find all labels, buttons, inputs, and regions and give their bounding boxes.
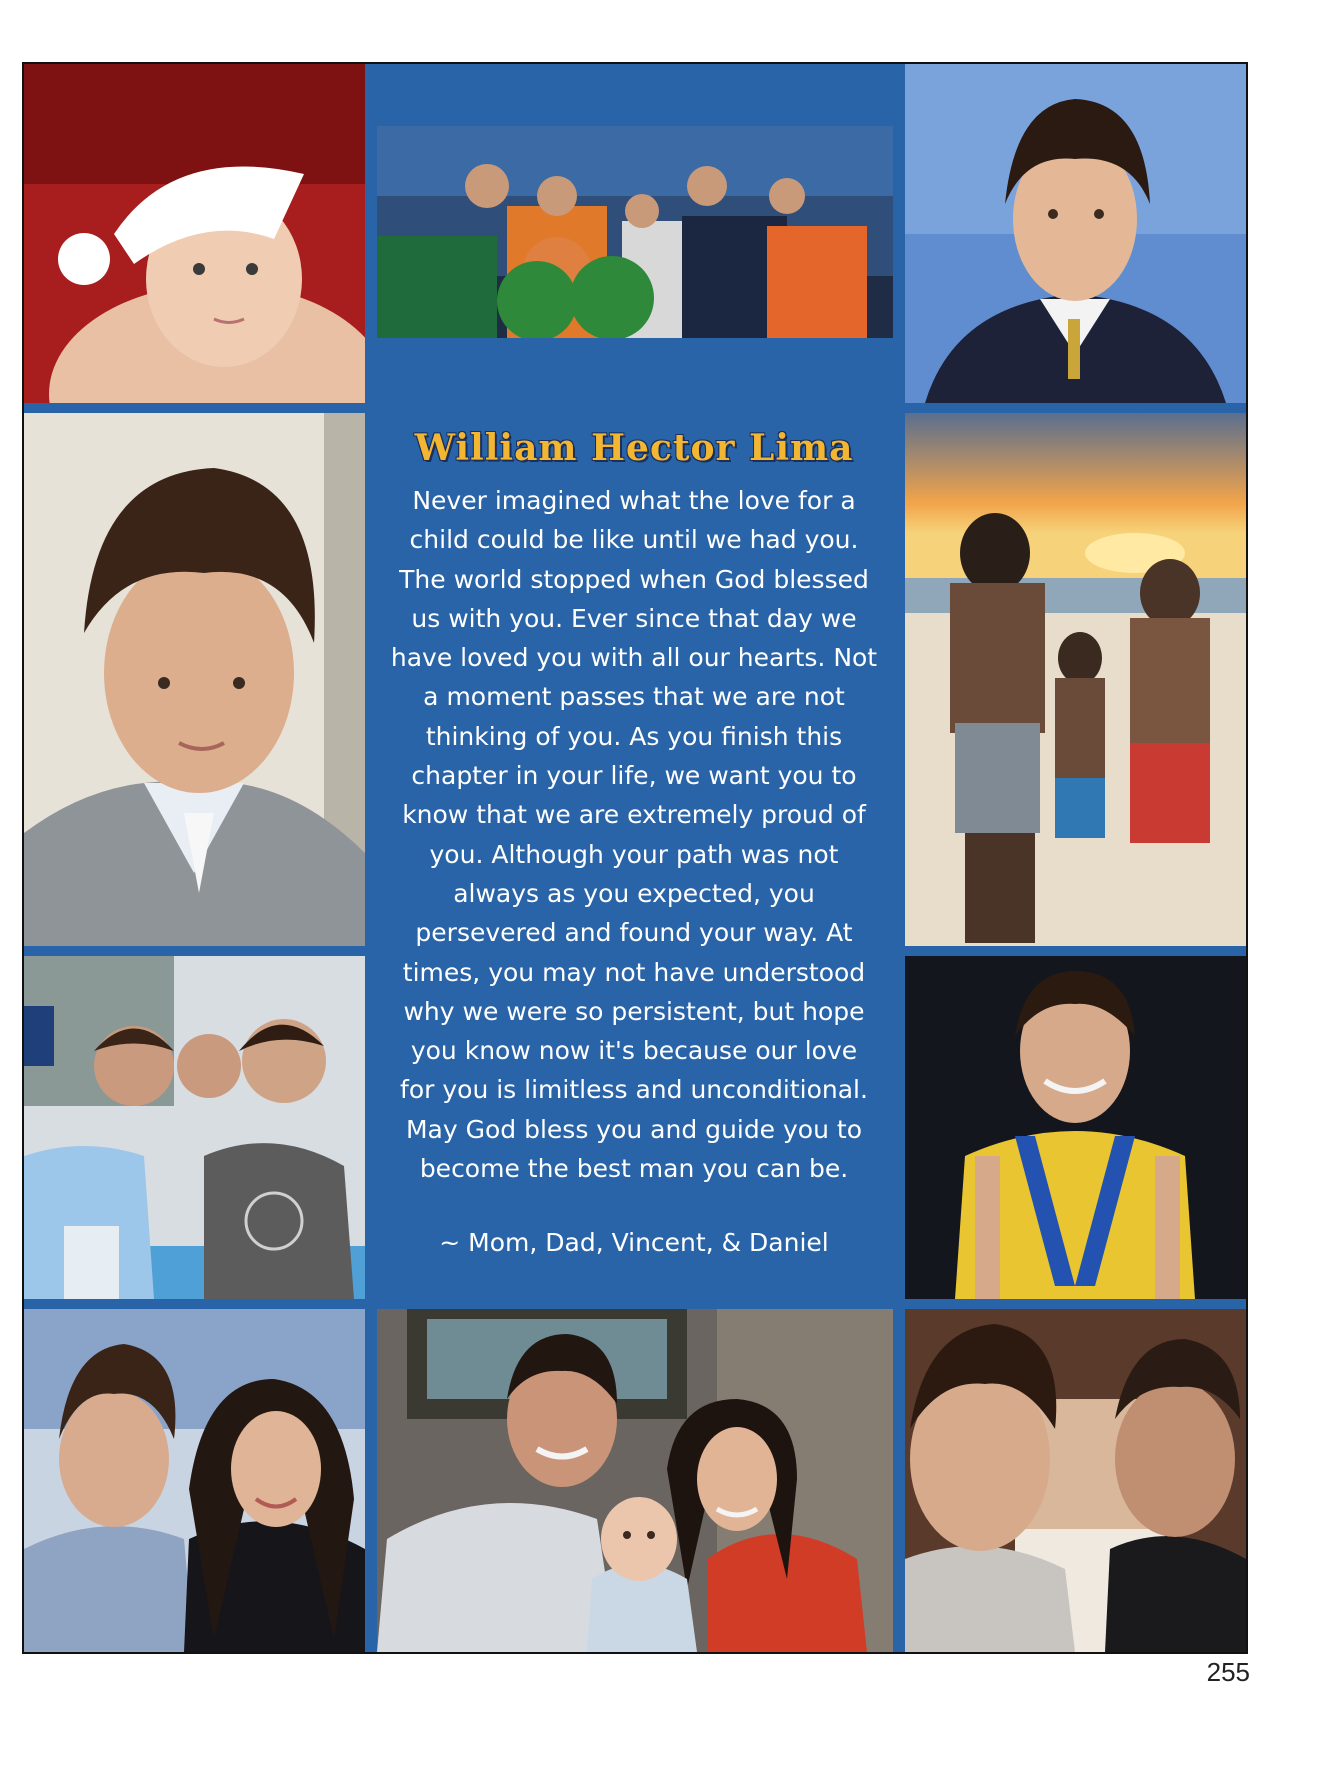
- photo-three-boys-restaurant: [24, 956, 365, 1299]
- photo-boy-with-medal: [905, 956, 1246, 1299]
- message-line: become the best man you can be.: [419, 1154, 849, 1184]
- tribute-message: [369, 481, 899, 1188]
- tribute-title: William Hector Lima: [414, 427, 854, 469]
- tribute-message-panel: [369, 405, 899, 1305]
- message-line: for you is limitless and unconditional.: [400, 1075, 868, 1105]
- message-line: you. Although your path was not: [429, 839, 839, 869]
- message-line: May God bless you and guide you to: [405, 1114, 862, 1144]
- message-line: always as you expected, you: [453, 878, 815, 908]
- message-line: a moment passes that we are not: [423, 682, 845, 712]
- message-line: you know now it's because our love: [410, 1036, 858, 1066]
- page-number: 255: [1206, 1657, 1250, 1687]
- message-line: know that we are extremely proud of: [402, 800, 866, 830]
- photo-parents-with-baby: [377, 1309, 893, 1652]
- message-line: have loved you with all our hearts. Not: [390, 643, 878, 673]
- message-line: thinking of you. As you finish this: [425, 721, 843, 751]
- photo-teen-suit-portrait: [24, 413, 365, 946]
- message-line: why we were so persistent, but hope: [403, 996, 865, 1026]
- message-line: us with you. Ever since that day we: [411, 603, 857, 633]
- tribute-signature: ~ Mom, Dad, Vincent, & Daniel: [439, 1228, 829, 1258]
- photo-teen-with-dad-selfie: [905, 1309, 1246, 1652]
- message-line: child could be like until we had you.: [409, 525, 859, 555]
- photo-graduation-portrait: [905, 64, 1246, 403]
- photo-beach-sunset-brothers: [905, 413, 1246, 946]
- photo-family-stadium: [377, 126, 893, 338]
- message-line: chapter in your life, we want you to: [411, 761, 857, 791]
- message-line: Never imagined what the love for a: [412, 486, 856, 515]
- photo-teen-with-mom: [24, 1309, 365, 1652]
- message-line: persevered and found your way. At: [415, 918, 853, 948]
- message-line: times, you may not have understood: [402, 957, 866, 987]
- photo-baby-santa-hat: [24, 64, 365, 403]
- message-line: The world stopped when God blessed: [399, 564, 869, 594]
